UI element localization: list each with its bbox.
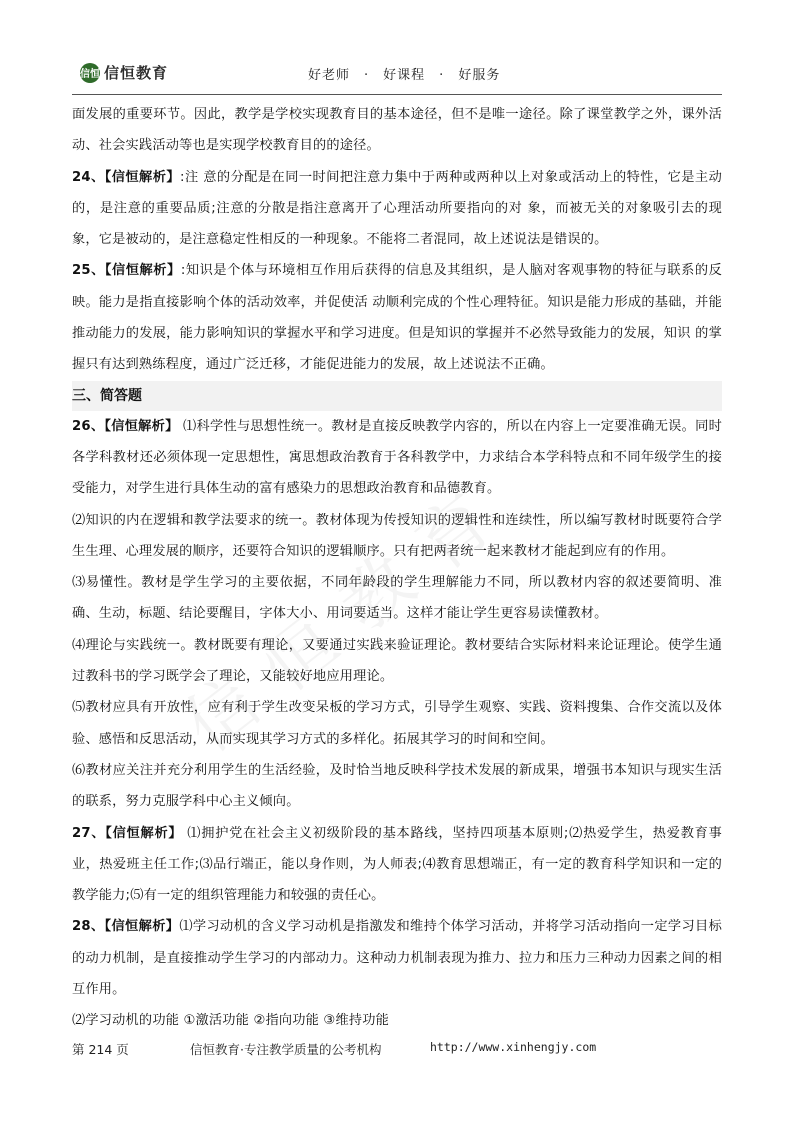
answer-tag: 26、【信恒解析】 [72, 418, 179, 434]
header-divider [72, 94, 722, 95]
header-slogan [308, 64, 500, 83]
answer-tag: 24、【信恒解析】 [72, 169, 181, 185]
slogan-separator: · [364, 68, 370, 83]
answer-tag: 25、【信恒解析】 [72, 263, 181, 279]
slogan-separator: · [439, 68, 445, 83]
paragraph [72, 162, 722, 256]
paragraph [72, 630, 722, 693]
brand-logo [80, 62, 168, 83]
slogan-item: 好课程 [383, 68, 426, 83]
footer-org: 信恒教育·专注教学质量的公考机构 [190, 1042, 382, 1057]
paragraph [72, 411, 722, 505]
paragraph-text: 面发展的重要环节。因此，教学是学校实现教育目的基本途径，但不是唯一途径。除了课堂教学之外，课外活 动、社会实践活动等也是实现学校教育目的的途径。 [72, 107, 722, 154]
answer-tag: 27、【信恒解析】 [72, 825, 183, 841]
paragraph [72, 911, 722, 1005]
paragraph [72, 567, 722, 630]
paragraph-text: ⑸教材应具有开放性，应有利于学生改变呆板的学习方式，引导学生观察、实践、资料搜集、合作交流以及体验、感悟和反思活动，从而实现其学习方式的多样化。拓展其学习的时间和空间。 [72, 700, 722, 747]
document-body [72, 99, 722, 1037]
answer-tag: 28、【信恒解析】 [72, 919, 180, 935]
paragraph [72, 255, 722, 380]
footer-url[interactable]: http://www.xinhengjy.com [430, 1040, 597, 1054]
page-number: 第 214 页 [72, 1042, 129, 1057]
page-header [72, 58, 722, 94]
paragraph [72, 505, 722, 568]
paragraph [72, 99, 722, 162]
paragraph-text: ⑷理论与实践统一。教材既要有理论，又要通过实践来验证理论。教材要结合实际材料来论证理论。使学生通过教科书的学习既学会了理论，又能较好地应用理论。 [72, 637, 722, 685]
paragraph-text: ⑵学习动机的功能 ①激活功能 ②指向功能 ③维持功能 [72, 1013, 389, 1029]
paragraph [72, 1005, 722, 1036]
slogan-item: 好老师 [308, 68, 351, 83]
section-heading: 三、简答题 [72, 381, 722, 411]
paragraph [72, 755, 722, 818]
paragraph-text: ⑶易懂性。教材是学生学习的主要依据，不同年龄段的学生理解能力不同，所以教材内容的叙述要简明、准确、生动，标题、结论要醒目，字体大小、用词要适当。这样才能让学生更容易读懂教材。 [72, 575, 722, 622]
logo-badge-icon: 信恒 [80, 63, 100, 83]
paragraph-text: ⑹教材应关注并充分利用学生的生活经验，及时恰当地反映科学技术发展的新成果，增强书本知识与现实生活的联系，努力克服学科中心主义倾向。 [72, 762, 722, 810]
paragraph-text: :知识是个体与环境相互作用后获得的信息及其组织，是人脑对客观事物的特征与联系的反映。能力是指直接影响个体的活动效率，并促使活 动顺利完成的个性心理特征。知识是能力形成的基础，并能推动能力的发展，能力影响知识的掌握水平和学习进度。但是知识的掌握并不必然导致能力的发展，知识 的掌握只有达到熟练程度，通过广泛迁移，才能促进能力的发展，故上述说法不正确。 [72, 263, 722, 373]
paragraph-text: ⑵知识的内在逻辑和教学法要求的统一。教材体现为传授知识的逻辑性和连续性，所以编写教材时既要符合学生生理、心理发展的顺序，还要符合知识的逻辑顺序。只有把两者统一起来教材才能起到应有的作用。 [72, 512, 722, 559]
paragraph-text: ⑴拥护党在社会主义初级阶段的基本路线，坚持四项基本原则;⑵热爱学生，热爱教育事业，热爱班主任工作;⑶品行端正，能以身作则，为人师表;⑷教育思想端正，有一定的教育科学知识和一定的教学能力;⑸有一定的组织管理能力和较强的责任心。 [72, 825, 722, 904]
slogan-item: 好服务 [458, 68, 501, 83]
logo-text: 信恒教育 [104, 64, 169, 82]
paragraph-text: ⑴学习动机的含义学习动机是指激发和维持个体学习活动，并将学习活动指向一定学习目标的动力机制，是直接推动学生学习的内部动力。这种动力机制表现为推力、拉力和压力三种动力因素之间的相互作用。 [72, 919, 722, 998]
paragraph [72, 692, 722, 755]
paragraph [72, 818, 722, 912]
paragraph-text: :注 意的分配是在同一时间把注意力集中于两种或两种以上对象或活动上的特性，它是主动的，是注意的重要品质;注意的分散是指注意离开了心理活动所要指向的对 象，而被无关的对象吸引去的现象，它是被动的，是注意稳定性相反的一种现象。不能将二者混同，故上述说法是错误的。 [72, 169, 722, 248]
paragraph-text: ⑴科学性与思想性统一。教材是直接反映教学内容的，所以在内容上一定要准确无误。同时各学科教材还必须体现一定思想性，寓思想政治教育于各科教学中，力求结合本学科特点和不同年级学生的接受能力，对学生进行具体生动的富有感染力的思想政治教育和品德教育。 [72, 418, 722, 497]
